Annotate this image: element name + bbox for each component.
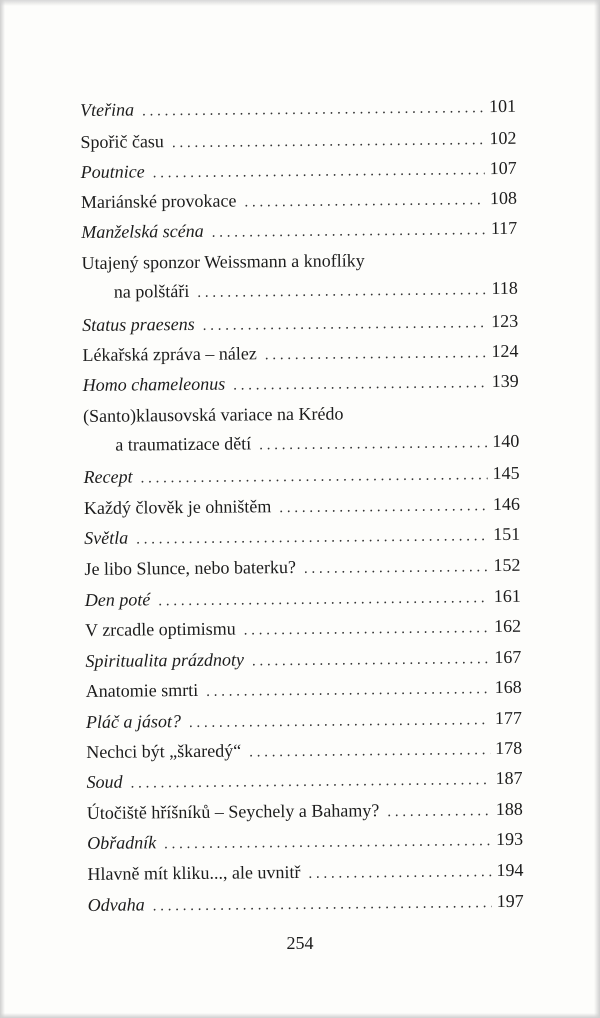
toc-entry [80,91,516,125]
dot-leader [212,215,486,248]
page-edge-shadow-bottom [0,1013,600,1018]
toc-entry-title: Pláč a jásot? [85,711,182,732]
toc-entry-title: Spořič času [80,131,164,152]
toc-entry-page: 161 [493,585,521,607]
dot-leader [279,491,488,523]
toc-entry [84,550,520,584]
toc-entry-page: 177 [494,707,523,729]
dot-leader [140,460,487,493]
toc-entry-page: 139 [491,370,519,392]
toc-entry [114,273,518,307]
dot-leader [265,338,487,370]
toc-entry-page: 107 [489,157,517,179]
toc-entry-page: 178 [495,737,523,759]
toc-entry [82,336,518,370]
toc-entry-title: Utajený sponzor Weissmann a knoflíky [81,250,365,273]
toc-entry [81,153,517,187]
toc-entry [87,794,523,828]
toc-entry-title: Lékařská zpráva – nález [82,343,257,365]
toc-entry-title: Nechci být „škaredý“ [86,740,242,762]
toc-entry-page: 118 [491,277,518,299]
toc-entry [84,489,520,523]
toc-entry [85,611,521,645]
toc-entry-title: Mariánské provokace [80,190,237,212]
page-edge-shadow-top [0,0,600,6]
toc-entry [86,763,522,797]
page-edge-shadow-left [0,0,5,1018]
toc-entry-page: 145 [492,462,520,484]
toc-entry [87,855,523,889]
toc-entry-page: 140 [492,430,520,452]
toc-entry-page: 108 [489,187,518,209]
dot-leader [233,368,487,400]
toc-entry-page: 146 [492,493,520,515]
toc-entry-page: 168 [494,676,522,698]
toc-entry [85,642,521,676]
toc-entry-page: 167 [494,646,522,668]
toc-entry-title: Světla [84,527,129,548]
toc-entry-page: 123 [491,310,519,332]
toc-entry-title: Soud [86,771,123,792]
toc-entry-title: (Santo)klausovská variace na Krédo [82,403,344,426]
toc-entry [115,426,519,460]
toc-entry-title: Je libo Slunce, nebo baterku? [84,556,297,579]
toc-entry-page: 151 [493,523,521,545]
toc-entry [81,213,517,247]
toc-entry-page: 193 [496,828,524,850]
toc-entry-page: 187 [495,767,523,789]
toc-entry [86,733,522,767]
dot-leader [244,613,490,645]
toc-entry-page: 102 [489,127,517,149]
toc-entry-title: Každý člověk je ohništěm [83,496,272,518]
toc-entry-title: Hlavně mít kliku..., ale uvnitř [87,861,301,884]
toc-entry [85,581,521,615]
toc-entry-title: Vteřina [80,99,135,120]
toc-entry-title: Odvaha [87,894,145,915]
dot-leader [136,521,488,554]
toc-entry [82,306,518,340]
toc-entry [84,519,520,553]
dot-leader [153,888,492,921]
toc-entry-page: 162 [493,615,522,637]
toc-entry-title: Anatomie smrti [85,679,199,701]
toc-entry-page: 194 [496,859,524,881]
toc-entry [80,123,516,157]
dot-leader [304,552,489,584]
toc-entry [86,703,522,737]
toc-entry-page: 117 [490,217,518,239]
toc-entry-page: 101 [488,95,517,117]
toc-entry [87,824,523,858]
dot-leader [142,93,484,126]
dot-leader [206,674,490,707]
dot-leader [259,428,487,460]
dot-leader [308,857,491,889]
toc-entry [88,886,524,920]
page-edge-shadow-right [594,0,600,1018]
dot-leader [130,765,490,798]
toc-entry [83,366,519,400]
toc-entry-title: Obřadník [87,832,157,853]
toc-entry-title: Homo chameleonus [82,373,226,395]
toc-entry [86,672,522,706]
dot-leader [197,275,486,308]
toc-entry-title-continuation: a traumatizace dětí [115,433,252,455]
toc-entry-title: Poutnice [80,161,145,182]
toc-entry-title: Spiritualita prázdnoty [85,649,244,671]
toc-entry [83,458,519,492]
page-number: 254 [286,933,314,953]
dot-leader [387,796,491,827]
toc-entry-title: Den poté [84,589,151,610]
toc-entry-title: Útočiště hříšníků – Seychely a Bahamy? [86,800,380,823]
dot-leader [164,826,491,859]
toc-entry [81,183,517,217]
toc-entry-title: Status praesens [82,313,195,335]
toc-entry-title: Manželská scéna [81,220,204,242]
toc-entry-title: V zrcadle optimismu [84,618,236,640]
toc-entry-page: 152 [493,554,521,576]
toc-entry-page: 197 [496,890,524,912]
toc-entry-page: 124 [491,340,519,362]
toc-entry-title-continuation: na polštáři [113,280,190,302]
toc-entry-page: 188 [495,798,523,820]
toc-entry-title: Recept [83,466,133,487]
